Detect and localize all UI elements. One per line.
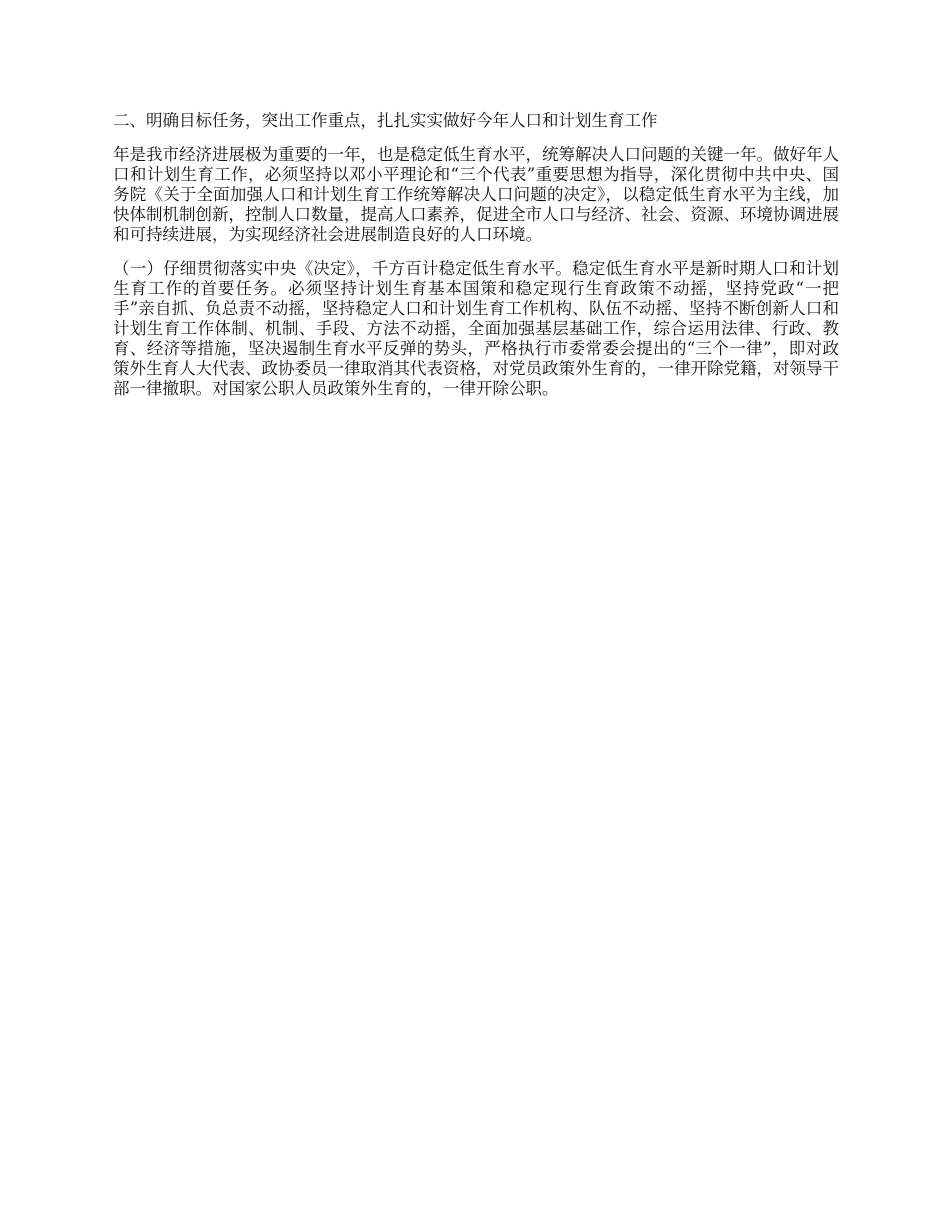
body-paragraph-2: （一）仔细贯彻落实中央《决定》，千方百计稳定低生育水平。稳定低生育水平是新时期人口和计划生育工作的首要任务。必须坚持计划生育基本国策和稳定现行生育政策不动摇，坚持党政“一把手”亲自抓、负总责不动摇，坚持稳定人口和计划生育工作机构、队伍不动摇、坚持不断创新人口和计划生育工作体制、机制、手段、方法不动摇，全面加强基层基础工作，综合运用法律、行政、教育、经济等措施，坚决遏制生育水平反弹的势头，严格执行市委常委会提出的“三个一律”，即对政策外生育人大代表、政协委员一律取消其代表资格，对党员政策外生育的，一律开除党籍，对领导干部一律撤职。对国家公职人员政策外生育的，一律开除公职。	[113, 259, 839, 398]
section-heading: 二、明确目标任务，突出工作重点，扎扎实实做好今年人口和计划生育工作	[113, 111, 658, 130]
body-paragraph-1: 年是我市经济进展极为重要的一年，也是稳定低生育水平，统筹解决人口问题的关键一年。做好年人口和计划生育工作，必须坚持以邓小平理论和“三个代表”重要思想为指导，深化贯彻中共中央、国务院《关于全面加强人口和计划生育工作统筹解决人口问题的决定》，以稳定低生育水平为主线，加快体制机制创新，控制人口数量，提高人口素养，促进全市人口与经济、社会、资源、环境协调进展和可持续进展，为实现经济社会进展制造良好的人口环境。	[113, 145, 839, 244]
document-page	[113, 111, 839, 413]
